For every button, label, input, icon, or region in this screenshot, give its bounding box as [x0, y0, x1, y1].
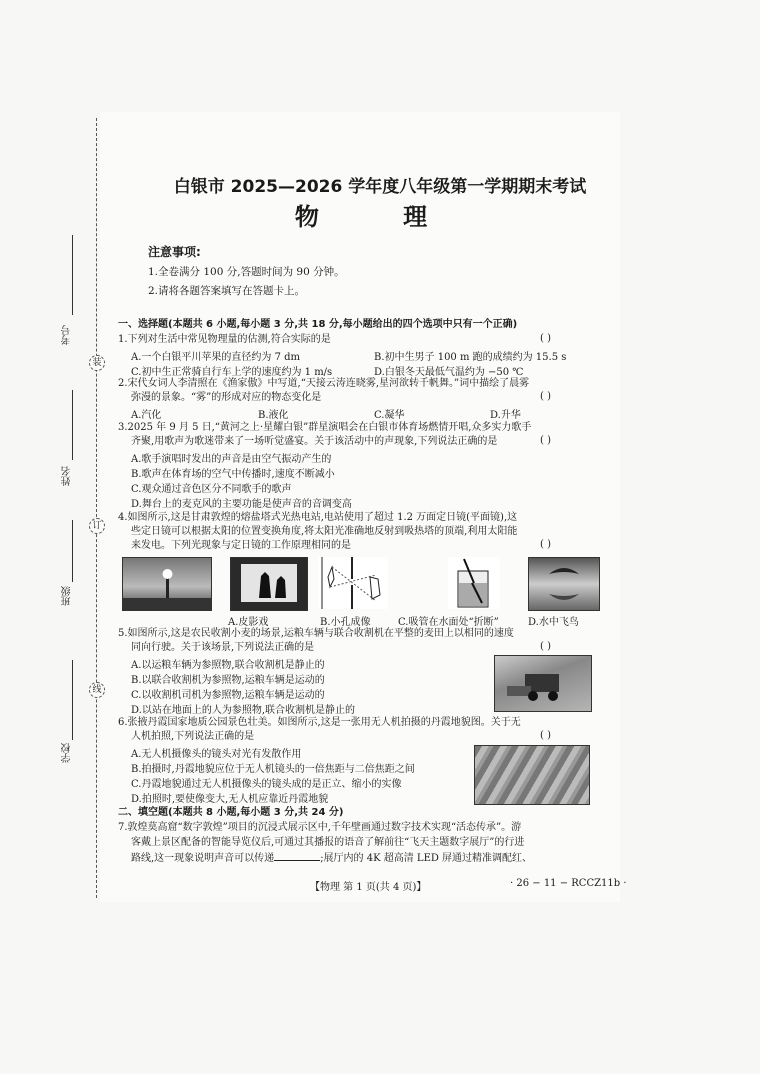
- harvester-icon: [495, 656, 591, 711]
- q3-option-d: D.舞台上的麦克风的主要功能是使声音的音调变高: [131, 499, 352, 510]
- q5-option-b: B.以联合收割机为参照物,运粮车辆是运动的: [131, 675, 325, 686]
- note-item: 2.请将各题答案填写在答题卡上。: [148, 285, 306, 297]
- q1-stem: 1.下列对生活中常见物理量的估测,符合实际的是: [118, 334, 331, 345]
- page-number: 【物理 第 1 页(共 4 页)】: [310, 882, 427, 893]
- q4-caption-b: B.小孔成像: [320, 617, 371, 628]
- section1-heading: 一、选择题(本题共 6 小题,每小题 3 分,共 18 分,每小题给出的四个选项中只有一个正确): [118, 319, 518, 330]
- pinhole-icon: [318, 557, 388, 609]
- q1-option-c: C.初中生正常骑自行车上学的速度约为 1 m/s: [131, 367, 333, 378]
- q4-line2: 些定日镜可以根据太阳的位置变换角度,将太阳光准确地反射到吸热塔的顶端,利用太阳能: [131, 526, 518, 537]
- q2-line2: 弥漫的景象。“雾”的形成对应的物态变化是: [131, 392, 322, 403]
- q4-answer-paren[interactable]: ( ): [540, 539, 551, 550]
- exam-title: 白银市 2025—2026 学年度八年级第一学期期末考试: [173, 177, 587, 197]
- q2-line1: 2.宋代女词人李清照在《渔家傲》中写道,“天接云涛连晓雾,星河欲转千帆舞。”词中描绘了晨雾: [118, 378, 530, 389]
- q6-answer-paren[interactable]: ( ): [540, 730, 551, 741]
- q3-option-a: A.歌手演唱时发出的声音是由空气振动产生的: [131, 454, 332, 465]
- q3-line2: 齐聚,用歌声为歌迷带来了一场听觉盛宴。关于该活动中的声现象,下列说法正确的是: [131, 436, 498, 447]
- shadow-play-icon: [231, 558, 307, 610]
- note-item: 1.全卷满分 100 分,答题时间为 90 分钟。: [148, 266, 345, 278]
- solar-tower-icon: [123, 558, 211, 610]
- q3-option-b: B.歌声在体育场的空气中传播时,速度不断减小: [131, 469, 335, 480]
- solar-tower-photo: [122, 557, 212, 611]
- seal-char-xian: 线: [89, 682, 105, 698]
- q2-option-d: D.升华: [490, 410, 521, 421]
- class-blank[interactable]: [72, 520, 73, 582]
- q1-option-a: A.一个白银平川苹果的直径约为 7 dm: [131, 352, 301, 363]
- pinhole-diagram: [318, 557, 388, 609]
- q6-option-c: C.丹霞地貌通过无人机摄像头的镜头成的是正立、缩小的实像: [131, 779, 402, 790]
- q2-option-a: A.汽化: [131, 410, 162, 421]
- name-blank[interactable]: [72, 390, 73, 460]
- paper-code: · 26 − 11 − RCCZ11b ·: [510, 878, 627, 889]
- subject-title: 物 理: [294, 203, 466, 231]
- q5-line2: 同向行驶。关于该场景,下列说法正确的是: [131, 642, 315, 653]
- q4-caption-a: A.皮影戏: [228, 617, 269, 628]
- q3-line1: 3.2025 年 9 月 5 日,“黄河之上·星耀白银”群星演唱会在白银市体育场燃情开唱,众多实力歌手: [118, 422, 532, 433]
- q3-option-c: C.观众通过音色区分不同歌手的歌声: [131, 484, 292, 495]
- q6-option-d: D.拍照时,要使像变大,无人机应靠近丹霞地貌: [131, 794, 329, 805]
- q7-fill-blank[interactable]: [274, 851, 320, 861]
- class-label: 班级: [62, 586, 73, 606]
- notes-heading: 注意事项:: [148, 245, 201, 259]
- q6-line1: 6.张掖丹霞国家地质公园景色壮美。如图所示,这是一张用无人机拍摄的丹霞地貌图。关于无: [118, 717, 521, 728]
- q5-option-c: C.以收割机司机为参照物,运粮车辆是运动的: [131, 690, 325, 701]
- q6-option-a: A.无人机摄像头的镜头对光有发散作用: [131, 749, 302, 760]
- q1-option-b: B.初中生男子 100 m 跑的成绩约为 15.5 s: [374, 352, 567, 363]
- q7-line2: 客戴上景区配备的智能导览仪后,可通过其播报的语音了解前往“飞天主题数字展厅”的行进: [131, 837, 525, 848]
- q5-option-d: D.以站在地面上的人为参照物,联合收割机是静止的: [131, 705, 356, 716]
- q4-line1: 4.如图所示,这是甘肃敦煌的熔盐塔式光热电站,电站使用了超过 1.2 万面定日镜(平面镜),这: [118, 512, 518, 523]
- q2-option-b: B.液化: [258, 410, 289, 421]
- q3-answer-paren[interactable]: ( ): [540, 435, 551, 446]
- q4-caption-c: C.吸管在水面处“折断”: [398, 617, 499, 628]
- seal-char-ding: 订: [89, 518, 105, 534]
- q7-line3-text: 路线,这一现象说明声音可以传递: [131, 853, 275, 864]
- shadow-play-photo: [230, 557, 308, 611]
- q5-option-a: A.以运粮车辆为参照物,联合收割机是静止的: [131, 660, 325, 671]
- q7-line3: [131, 851, 606, 865]
- q7-line1: 7.敦煌莫高窟“数字敦煌”项目的沉浸式展示区中,千年壁画通过数字技术实现“活态传承”。游: [118, 822, 522, 833]
- q6-option-b: B.拍摄时,丹霞地貌应位于无人机镜头的一倍焦距与二倍焦距之间: [131, 764, 415, 775]
- harvest-photo: [494, 655, 592, 712]
- straw-in-water-diagram: [448, 557, 500, 609]
- school-blank[interactable]: [72, 660, 73, 740]
- straw-glass-icon: [448, 557, 500, 609]
- exam-number-blank[interactable]: [72, 235, 73, 315]
- bird-reflection-photo: [528, 557, 600, 611]
- q5-line1: 5.如图所示,这是农民收割小麦的场景,运粮车辆与联合收割机在平整的麦田上以相同的速度: [118, 628, 514, 639]
- school-label: 学校: [62, 743, 73, 763]
- q1-option-d: D.白银冬天最低气温约为 −50 ℃: [374, 367, 524, 378]
- q1-answer-paren[interactable]: ( ): [540, 333, 551, 344]
- exam-number-label: 考号: [62, 325, 73, 345]
- name-label: 姓名: [62, 466, 73, 486]
- q2-answer-paren[interactable]: ( ): [540, 391, 551, 402]
- q5-answer-paren[interactable]: ( ): [540, 641, 551, 652]
- danxia-landform-photo: [474, 745, 590, 805]
- seal-char-zhuang: 装: [89, 355, 105, 371]
- q2-option-c: C.凝华: [374, 410, 405, 421]
- binding-dashed-line: [96, 118, 97, 898]
- q4-caption-d: D.水中飞鸟: [528, 617, 579, 628]
- q7-line3-rest: ;展厅内的 4K 超高清 LED 屏通过精准调配红、: [320, 853, 533, 864]
- section2-heading: 二、填空题(本题共 8 小题,每小题 3 分,共 24 分): [118, 807, 344, 818]
- q6-line2: 人机拍照,下列说法正确的是: [131, 731, 255, 742]
- bird-icon: [529, 558, 599, 610]
- q4-line3: 来发电。下列光现象与定日镜的工作原理相同的是: [131, 540, 351, 551]
